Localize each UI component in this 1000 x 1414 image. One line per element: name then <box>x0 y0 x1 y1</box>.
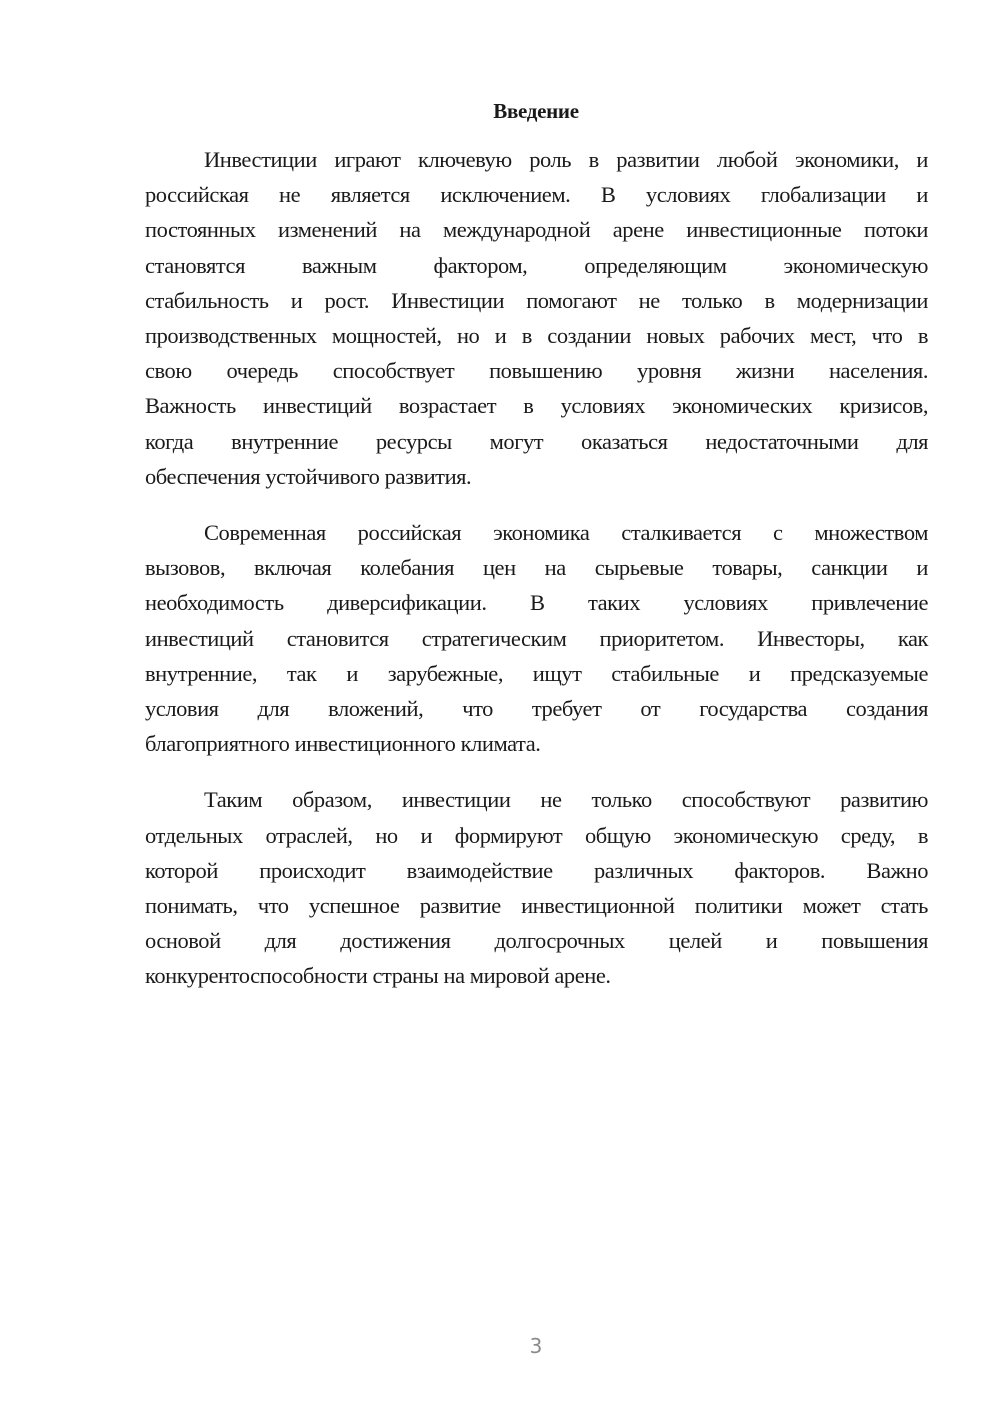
text-line: Современная российская экономика сталкивается с множеством <box>204 520 928 546</box>
body-text <box>145 142 928 1015</box>
text-line: внутренние, так и зарубежные, ищут стабильные и предсказуемые <box>145 660 928 686</box>
text-line: Важность инвестиций возрастает в условиях экономических кризисов, <box>145 393 928 419</box>
text-line: которой происходит взаимодействие различных факторов. Важно <box>145 857 928 883</box>
text-line: необходимость диверсификации. В таких условиях привлечение <box>145 590 928 616</box>
text-line: постоянных изменений на международной арене инвестиционные потоки <box>145 217 928 243</box>
text-line: российская не является исключением. В условиях глобализации и <box>145 182 928 208</box>
text-line: свою очередь способствует повышению уровня жизни населения. <box>145 358 928 384</box>
text-line: когда внутренние ресурсы могут оказаться недостаточными для <box>145 428 928 454</box>
paragraph-1 <box>145 142 928 494</box>
paragraph-3 <box>145 782 928 993</box>
section-title: Введение <box>493 99 579 123</box>
text-line: стабильность и рост. Инвестиции помогают не только в модернизации <box>145 287 928 313</box>
text-line: условия для вложений, что требует от государства создания <box>145 696 928 722</box>
text-line: Таким образом, инвестиции не только способствуют развитию <box>204 787 928 813</box>
page-number: 3 <box>529 1334 543 1358</box>
text-line: инвестиций становится стратегическим приоритетом. Инвесторы, как <box>145 625 928 651</box>
text-line: Инвестиции играют ключевую роль в развитии любой экономики, и <box>204 147 928 172</box>
paragraph-2 <box>145 515 928 761</box>
text-line: конкурентоспособности страны на мировой арене. <box>145 963 611 989</box>
text-line: отдельных отраслей, но и формируют общую экономическую среду, в <box>145 822 928 848</box>
text-line: обеспечения устойчивого развития. <box>145 463 472 489</box>
text-line: производственных мощностей, но и в создании новых рабочих мест, что в <box>145 323 928 349</box>
text-line: основой для достижения долгосрочных целей и повышения <box>145 928 928 954</box>
text-line: вызовов, включая колебания цен на сырьевые товары, санкции и <box>145 555 928 581</box>
text-line: понимать, что успешное развитие инвестиционной политики может стать <box>145 893 928 919</box>
text-line: становятся важным фактором, определяющим экономическую <box>145 252 928 278</box>
text-line: благоприятного инвестиционного климата. <box>145 731 541 757</box>
